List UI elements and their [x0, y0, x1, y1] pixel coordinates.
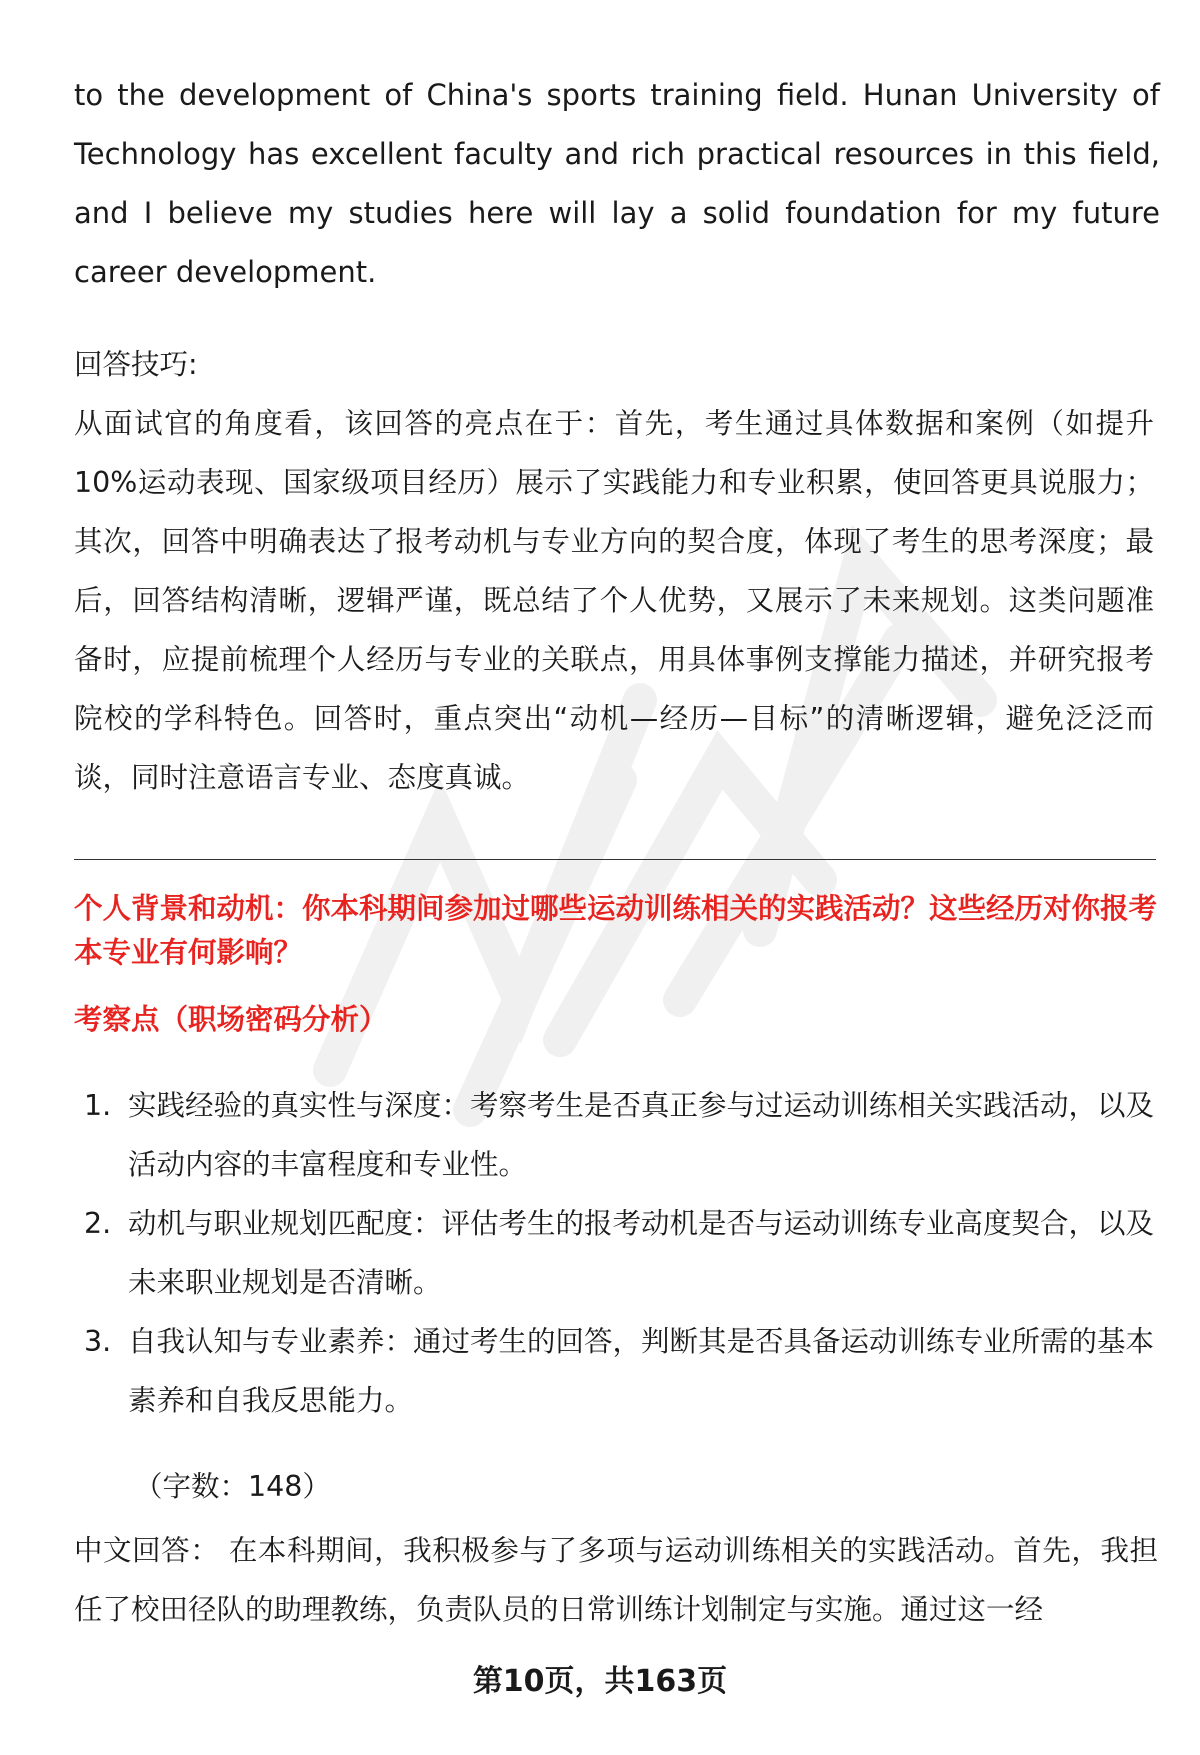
list-item-number: 3.: [84, 1325, 112, 1358]
list-item-number: 2.: [84, 1207, 112, 1240]
kaochadian-heading: 考察点（职场密码分析）: [74, 1003, 388, 1036]
section-divider: [74, 859, 1156, 860]
list-item-text: 自我认知与专业素养：通过考生的回答，判断其是否具备运动训练专业所需的基本素养和自我反思能力。: [128, 1325, 1155, 1417]
list-item-text: 实践经验的真实性与深度：考察考生是否真正参与过运动训练相关实践活动，以及活动内容的丰富程度和专业性。: [128, 1089, 1155, 1181]
list-item-text: 动机与职业规划匹配度：评估考生的报考动机是否与运动训练专业高度契合，以及未来职业规划是否清晰。: [128, 1207, 1155, 1299]
list-item: [74, 1312, 1174, 1430]
english-answer-paragraph: to the development of China's sports training field. Hunan University of Technology has excellent faculty and rich practical resources in this field, and I believe my studies here will lay a solid foundation for my future career development.: [74, 78, 1160, 289]
chinese-answer-paragraph: 中文回答： 在本科期间，我积极参与了多项与运动训练相关的实践活动。首先，我担任了校田径队的助理教练，负责队员的日常训练计划制定与实施。通过这一经: [74, 1534, 1158, 1626]
question-heading: 个人背景和动机：你本科期间参加过哪些运动训练相关的实践活动？这些经历对你报考本专业有何影响？: [74, 892, 1158, 969]
tips-label: 回答技巧:: [74, 348, 198, 381]
list-item: [74, 1194, 1174, 1312]
list-item-number: 1.: [84, 1089, 112, 1122]
tips-body: 从面试官的角度看，该回答的亮点在于：首先，考生通过具体数据和案例（如提升10%运动表现、国家级项目经历）展示了实践能力和专业积累，使回答更具说服力；其次，回答中明确表达了报考动机与专业方向的契合度，体现了考生的思考深度；最后，回答结构清晰，逻辑严谨，既总结了个人优势，又展示了未来规划。这类问题准备时，应提前梳理个人经历与专业的关联点，用具体事例支撑能力描述，并研究报考院校的学科特色。回答时，重点突出“动机—经历—目标”的清晰逻辑，避免泛泛而谈，同时注意语言专业、态度真诚。: [74, 407, 1154, 794]
word-count: （字数：148）: [134, 1469, 331, 1503]
page-footer: 第10页，共163页: [472, 1664, 728, 1699]
kaochadian-list: [74, 1076, 1174, 1430]
list-item: [74, 1076, 1174, 1194]
